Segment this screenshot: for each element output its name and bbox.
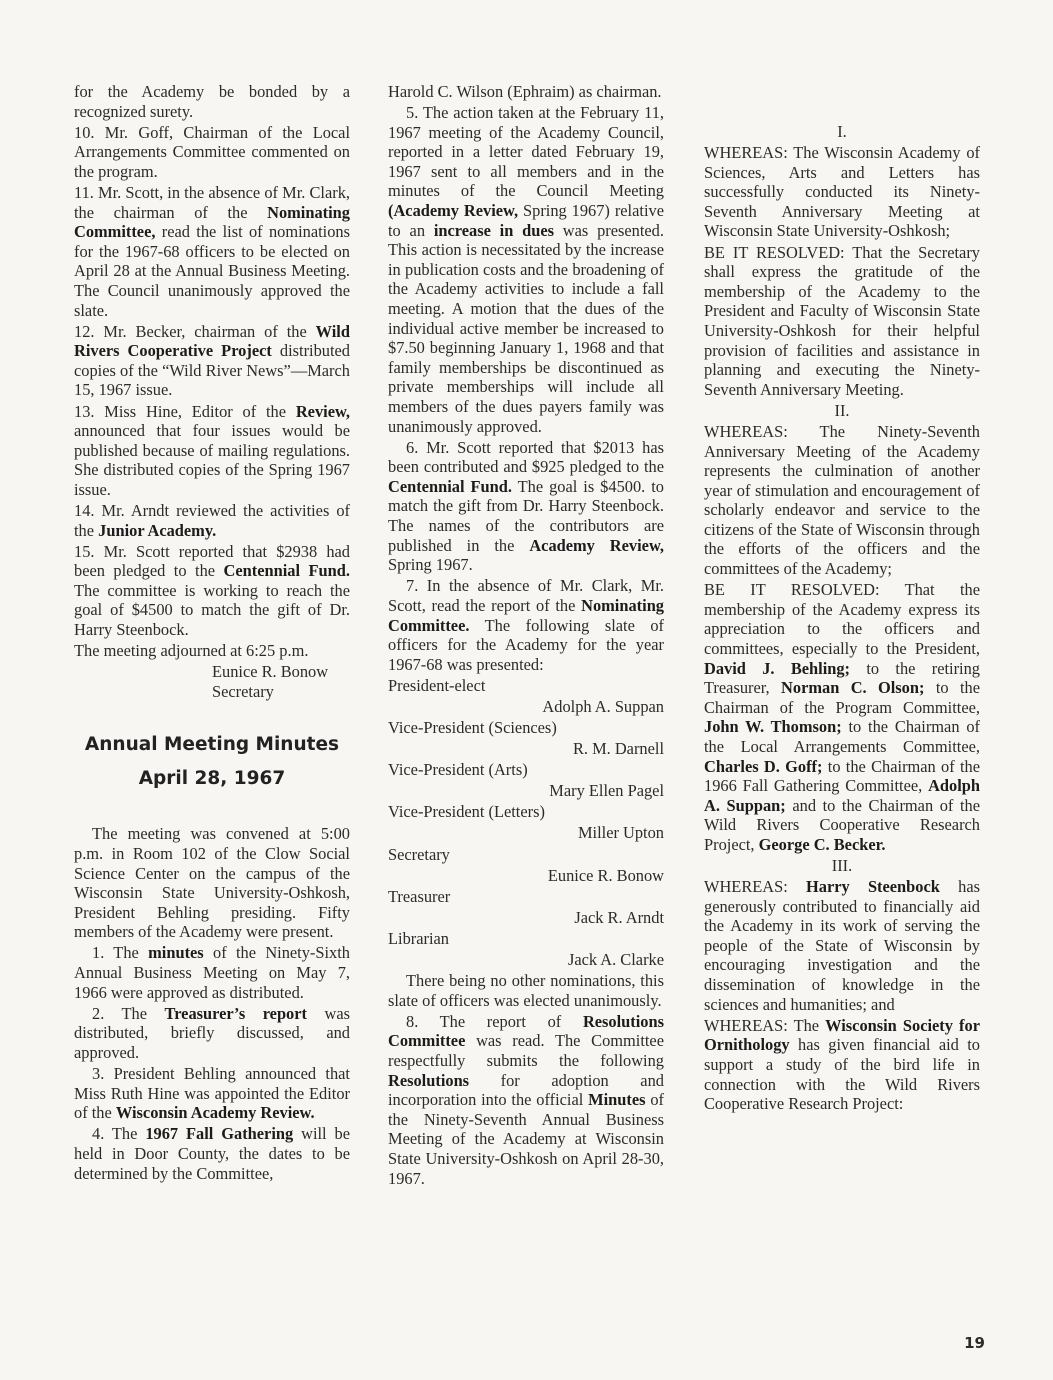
- annual-item-1: 1. The minutes of the Ninety-Sixth Annual Business Meeting on May 7, 1966 were approved as distributed.: [74, 943, 351, 1002]
- slate-name: Mary Ellen Pagel: [549, 781, 664, 801]
- annual-item-7: 7. In the absence of Mr. Clark, Mr. Scott, read the report of the Nominating Committee. The following slate of officers for the Academy for the year 1967-68 was presented:: [388, 576, 664, 674]
- slate-role: Vice-President (Sciences): [388, 718, 557, 737]
- slate-name: Jack A. Clarke: [567, 950, 664, 970]
- section-heading: Annual Meeting Minutes: [84, 734, 340, 756]
- section-date: April 28, 1967: [138, 768, 286, 790]
- resolution-2-whereas: WHEREAS: The Ninety-Seventh Anniversary Meeting of the Academy represents the culmination of another year of stimulation and encouragement of scholarly endeavor and service to the citizens of the State of Wisconsin through the efforts of the officers and the committees of the Academy;: [704, 421, 980, 579]
- annual-item-3: 3. President Behling announced that Miss Ruth Hine was appointed the Editor of the Wisconsin Academy Review.: [74, 1064, 350, 1123]
- resolution-2-number: II.: [834, 400, 850, 420]
- no-other-nominations: There being no other nominations, this slate of officers was elected unanimously.: [388, 971, 664, 1010]
- resolution-3-whereas-1: WHEREAS: Harry Steenbock has generously contributed to financially aid the Academy in its work of serving the people of the State of Wisconsin by encouraging investigation and the dissemination of knowledge in the sciences and humanities; and: [704, 877, 980, 1014]
- council-item-15: 15. Mr. Scott reported that $2938 had been pledged to the Centennial Fund. The committee is working to reach the goal of $4500 to match the gift of Dr. Harry Steenbock.: [74, 541, 350, 640]
- annual-item-4-continued: Harold C. Wilson (Ephraim) as chairman.: [388, 82, 662, 101]
- slate-name: Jack R. Arndt: [574, 907, 664, 927]
- council-item-14: 14. Mr. Arndt reviewed the activities of the Junior Academy.: [74, 500, 350, 540]
- resolution-1-whereas: WHEREAS: The Wisconsin Academy of Sciences, Arts and Letters has successfully conducted its Ninety-Seventh Anniversary Meeting at Wisconsin State University-Oshkosh;: [704, 143, 980, 241]
- resolution-1-number: I.: [837, 122, 847, 141]
- resolution-3-whereas-2: WHEREAS: The Wisconsin Society for Ornithology has given financial aid to support a study of the bird life in connection with the Wild Rivers Cooperative Research Project:: [704, 1015, 980, 1114]
- council-item-10: 10. Mr. Goff, Chairman of the Local Arrangements Committee commented on the program.: [74, 122, 350, 181]
- slate-role: President-elect: [388, 675, 486, 695]
- annual-item-8: 8. The report of Resolutions Committee was read. The Committee respectfully submits the following Resolutions for adoption and incorporation into the official Minutes of the Ninety-Seventh Annual Business Meeting of the Academy at Wisconsin State University-Oshkosh on April 28-30, 1967.: [388, 1011, 664, 1188]
- annual-item-5: 5. The action taken at the February 11, 1967 meeting of the Academy Council, reported in a letter dated February 19, 1967 sent to all members and in the minutes of the Council Meeting (Academy Review, Spring 1967) relative to an increase in dues was presented. This action is necessitated by the increase in publication costs and the broadening of the Academy activities to include a fall meeting. A motion that the dues of the individual active member be increased to $7.50 beginning January 1, 1968 and that family memberships be discontinued as private memberships will include all members of the dues payers family was unanimously approved.: [388, 103, 664, 436]
- resolution-3-number: III.: [831, 855, 853, 875]
- signature-title: Secretary: [212, 681, 274, 701]
- column-2: [388, 82, 664, 1190]
- council-item-9-continued: for the Academy be bonded by a recognized surety.: [74, 82, 350, 121]
- column-1: [74, 82, 350, 1185]
- spacer: [74, 701, 350, 731]
- page-number: 19: [964, 1334, 985, 1352]
- resolution-1-resolved: BE IT RESOLVED: That the Secretary shall express the gratitude of the membership of the Academy to the President and Faculty of Wisconsin State University-Oshkosh for their helpful provision of facilities and assistance in planning and executing the Ninety-Seventh Anniversary Meeting.: [704, 242, 980, 399]
- annual-item-2: 2. The Treasurer’s report was distributed, briefly discussed, and approved.: [74, 1003, 350, 1062]
- slate-role: Secretary: [388, 844, 450, 864]
- slate-name: R. M. Darnell: [572, 739, 664, 759]
- signature-block: [74, 662, 350, 701]
- annual-intro: The meeting was convened at 5:00 p.m. in Room 102 of the Clow Social Science Center on the campus of the Wisconsin State University-Oshkosh, President Behling presiding. Fifty members of the Academy were present.: [74, 824, 350, 942]
- council-item-13: 13. Miss Hine, Editor of the Review, announced that four issues would be published because of mailing regulations. She distributed copies of the Spring 1967 issue.: [74, 401, 350, 499]
- slate-role: Vice-President (Letters): [388, 802, 545, 822]
- annual-item-4: 4. The 1967 Fall Gathering will be held in Door County, the dates to be determined by the Committee,: [74, 1124, 350, 1183]
- slate-name: Miller Upton: [577, 823, 664, 843]
- resolution-2-resolved: BE IT RESOLVED: That the membership of the Academy express its appreciation to the officers and committees, especially to the President, David J. Behling; to the retiring Treasurer, Norman C. Olson; to the Chairman of the Program Committee, John W. Thomson; to the Chairman of the Local Arrangements Committee, Charles D. Goff; to the Chairman of the 1966 Fall Gathering Committee, Adolph A. Suppan; and to the Chairman of the Wild Rivers Cooperative Research Project, George C. Becker.: [704, 580, 981, 854]
- slate-role: Treasurer: [388, 886, 451, 906]
- slate-name: Eunice R. Bonow: [547, 865, 664, 885]
- slate-role: Vice-President (Arts): [388, 760, 528, 780]
- slate-role: Librarian: [388, 928, 449, 948]
- officer-slate: [388, 676, 664, 970]
- signature-name: Eunice R. Bonow: [212, 662, 329, 682]
- slate-name: Adolph A. Suppan: [542, 696, 664, 716]
- spacer: [704, 82, 980, 122]
- council-item-12: 12. Mr. Becker, chairman of the Wild Rivers Cooperative Project distributed copies of the “Wild River News”—March 15, 1967 issue.: [74, 321, 350, 400]
- annual-item-6: 6. Mr. Scott reported that $2013 has been contributed and $925 pledged to the Centennial Fund. The goal is $4500. to match the gift from Dr. Harry Steenbock. The names of the contributors are published in the Academy Review, Spring 1967.: [388, 437, 664, 575]
- adjourned-text: The meeting adjourned at 6:25 p.m.: [74, 641, 309, 661]
- council-item-11: 11. Mr. Scott, in the absence of Mr. Clark, the chairman of the Nominating Committee, read the list of nominations for the 1967-68 officers to be elected on April 28 at the Annual Business Meeting. The Council unanimously approved the slate.: [74, 182, 350, 320]
- column-3: [704, 82, 980, 1115]
